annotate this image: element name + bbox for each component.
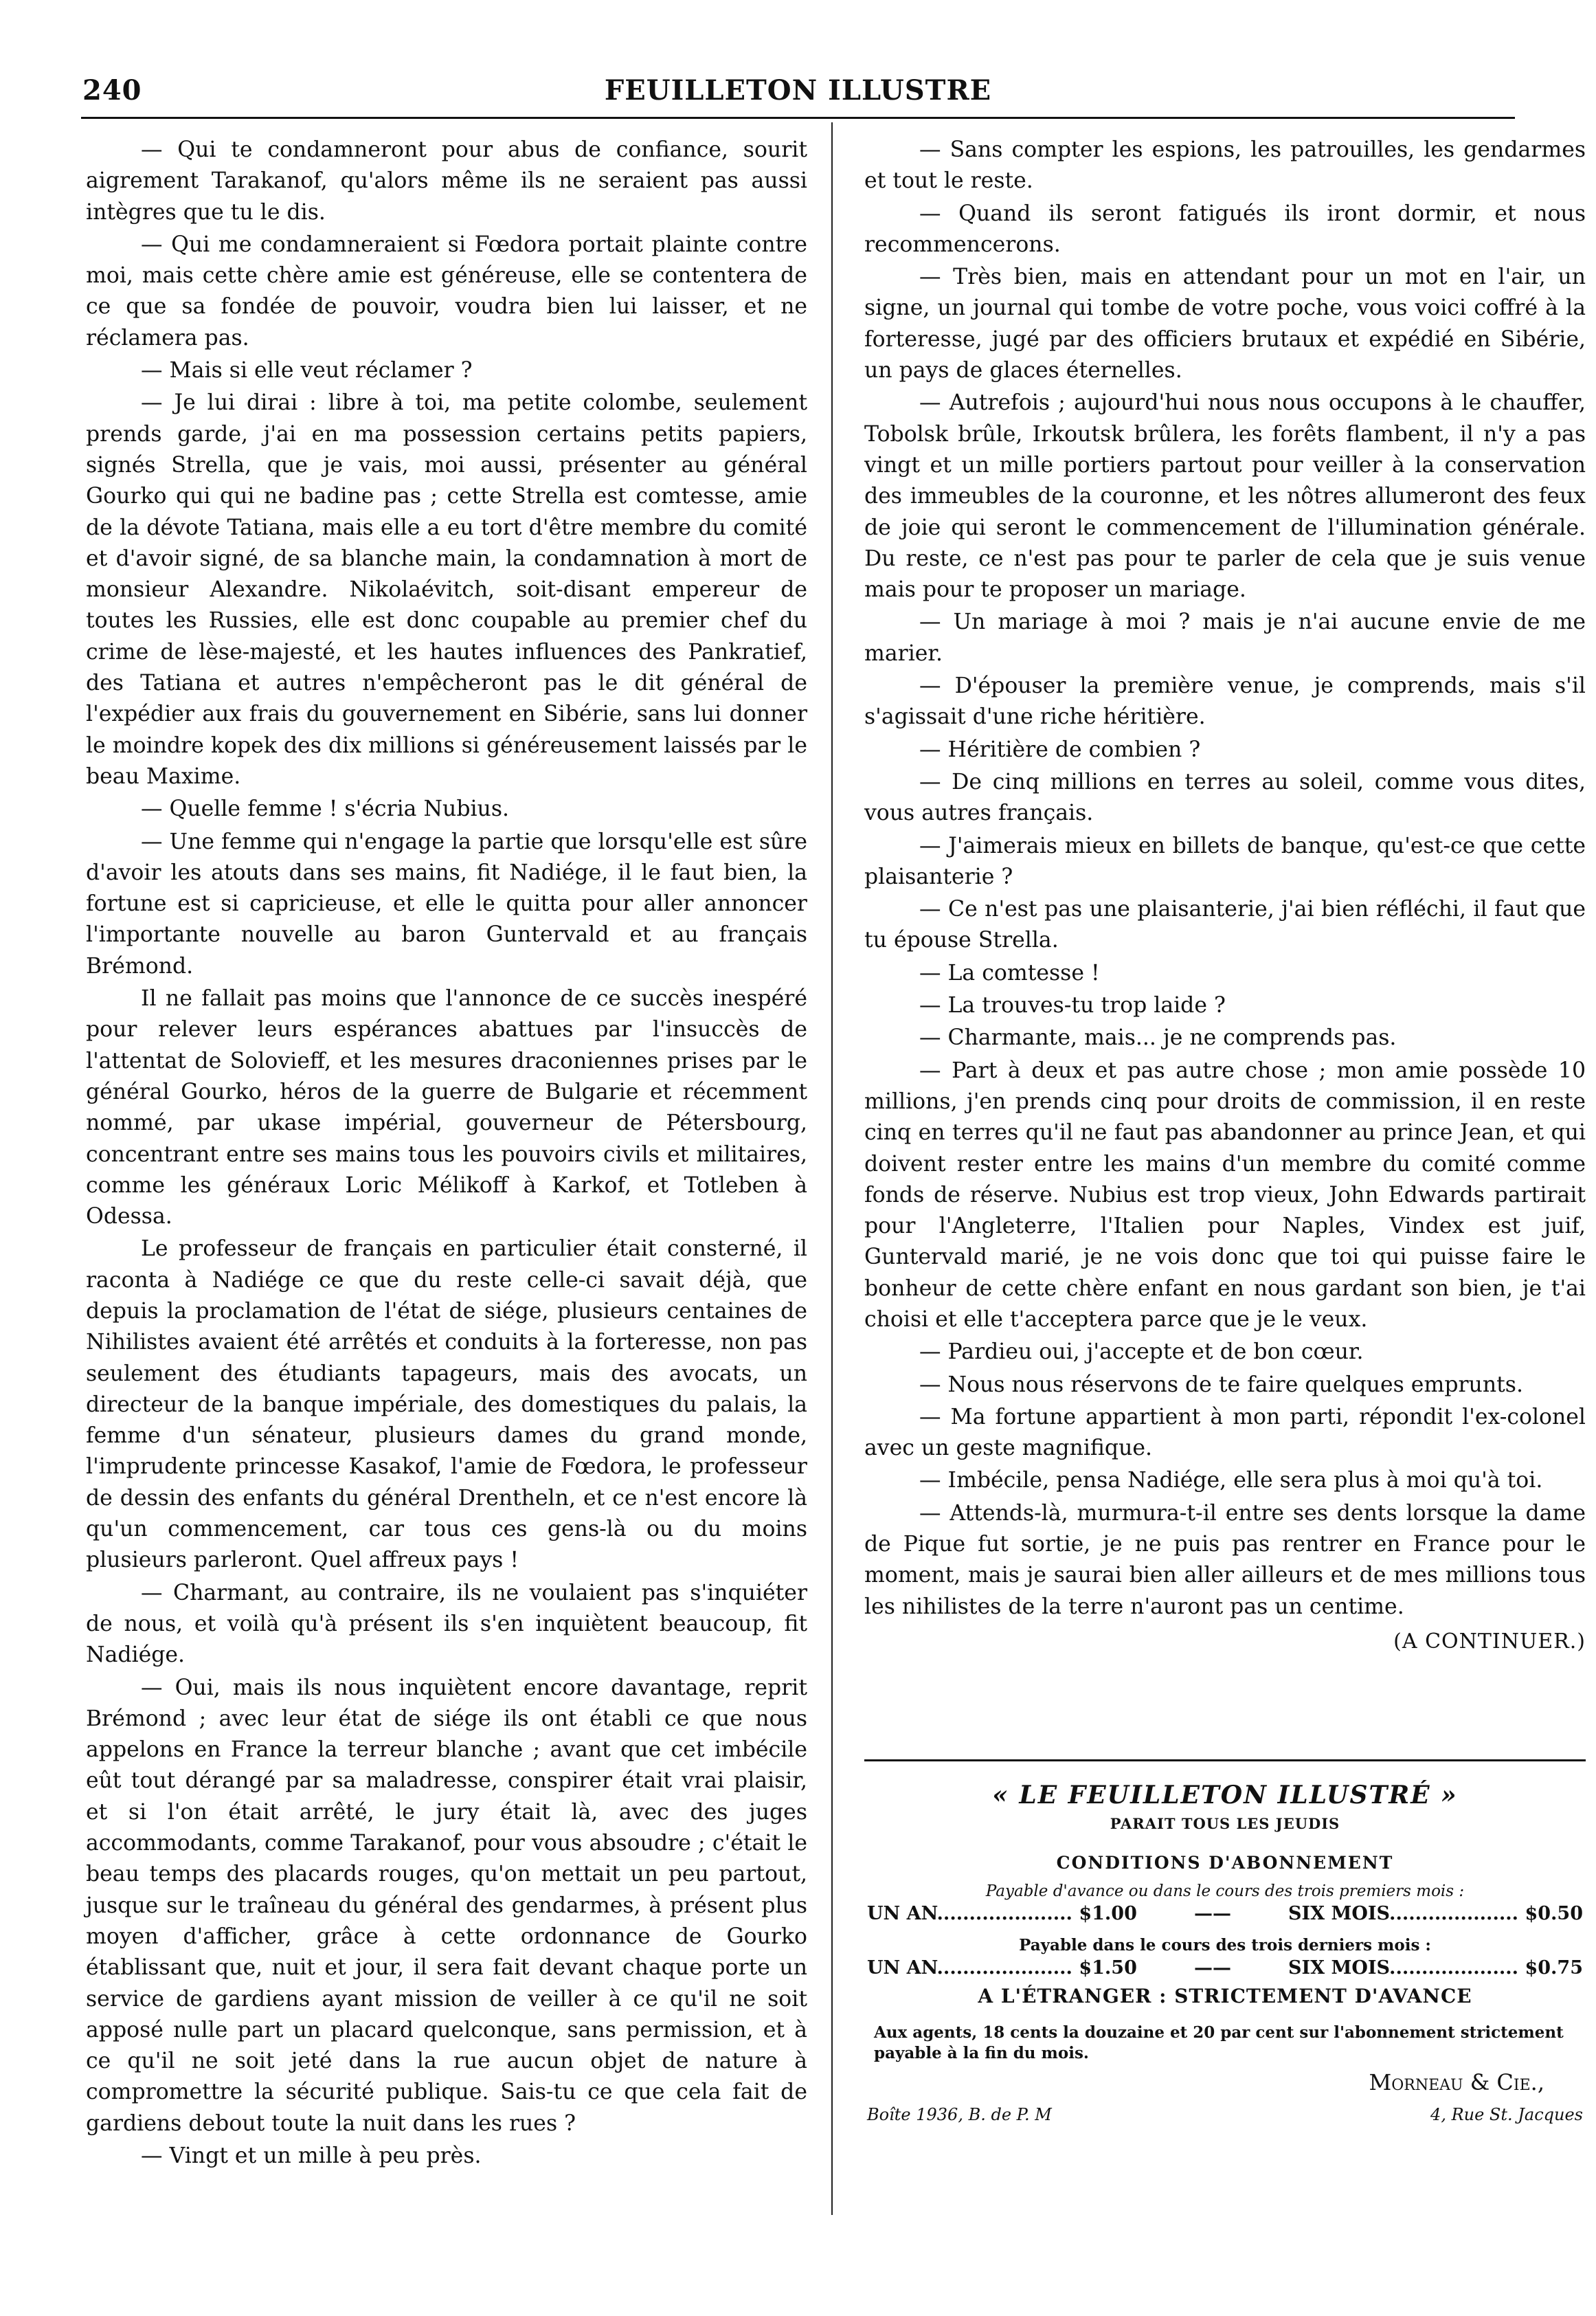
paragraph: — Attends-là, murmura-t-il entre ses dents lorsque la dame de Pique fut sortie, je ne puis pas rentrer en France pour le moment, mais je saurai bien aller ailleurs et de mes millions tous les nihilistes de la terre n'auront pas un centime.: [864, 1500, 1586, 1619]
running-title: FEUILLETON ILLUSTRE: [604, 74, 992, 107]
price-row-advance: [864, 1902, 1586, 1926]
box-title: « LE FEUILLETON ILLUSTRÉ »: [992, 1781, 1458, 1810]
paragraph: — D'épouser la première venue, je comprends, mais s'il s'agissait d'une riche héritière.: [864, 673, 1586, 730]
paragraph: Il ne fallait pas moins que l'annonce de ce succès inespéré pour relever leurs espérances abattues par l'insuccès de l'attentat de Solovieff, et les mesures draconiennes prises par le général Gourko, héros de la guerre de Bulgarie et récemment nommé, par ukase impérial, gouverneur de Pétersbourg, concentrant entre ses mains tous les pouvoirs civils et militaires, comme les généraux Loric Mélikoff à Karkof, et Totleben à Odessa.: [86, 986, 807, 1229]
advance-note: Payable d'avance ou dans le cours des trois premiers mois :: [985, 1882, 1465, 1900]
six-month-price: SIX MOIS.................... $0.50: [1288, 1903, 1583, 1924]
paragraph: — Ce n'est pas une plaisanterie, j'ai bien réfléchi, il faut que tu épouse Strella.: [864, 897, 1586, 953]
paragraph: Le professeur de français en particulier était consterné, il raconta à Nadiége ce que du reste celle-ci savait déjà, que depuis la proclamation de l'état de siége, plusieurs centaines de Nihilistes avaient été arrêtés et conduits à la forteresse, non pas seulement des étudiants tapageurs, mais des avocats, un directeur de la banque impériale, des domestiques du palais, la femme d'un sénateur, plusieurs dames du grand monde, l'imprudente princesse Kasakof, l'amie de Fœdora, le professeur de dessin des enfants du général Drentheln, et ce n'est encore là qu'un commencement, car tous ces gens-là ou du moins plusieurs parleront. Quel affreux pays !: [86, 1236, 807, 1573]
paragraph: — Charmant, au contraire, ils ne voulaient pas s'inquiéter de nous, et voilà qu'à présent ils s'en inquiètent beaucoup, fit Nadiége.: [86, 1580, 807, 1668]
year-price: UN AN..................... $1.50: [867, 1957, 1137, 1979]
price-row-late: [864, 1956, 1586, 1981]
box-footer: [864, 2105, 1586, 2124]
paragraph: — Quelle femme ! s'écria Nubius.: [141, 797, 510, 822]
late-note: Payable dans le cours des trois derniers mois :: [1019, 1936, 1431, 1955]
paragraph: — Nous nous réservons de te faire quelques emprunts.: [919, 1372, 1523, 1397]
paragraph: — Autrefois ; aujourd'hui nous nous occupons à le chauffer, Tobolsk brûle, Irkoutsk brûlera, les forêts flambent, il n'y a pas vingt et un mille portiers partout pour veiller à la conservation des immeubles de la couronne, et les nôtres allumeront des feux de joie qui seront le commencement de l'illumination générale. Du reste, ce n'est pas pour te parler de cela que je suis venue mais pour te proposer un mariage.: [864, 390, 1586, 603]
price-dash: ——: [1193, 1903, 1231, 1924]
abroad-note: A L'ÉTRANGER : STRICTEMENT D'AVANCE: [978, 1985, 1472, 2007]
paragraph: — Quand ils seront fatigués ils iront dormir, et nous recommencerons.: [864, 201, 1586, 257]
paragraph: — Qui te condamneront pour abus de confiance, sourit aigrement Tarakanof, qu'alors même ils ne seraient pas aussi intègres que tu le dis.: [86, 137, 807, 225]
price-dash: ——: [1193, 1957, 1231, 1979]
paragraph: — Imbécile, pensa Nadiége, elle sera plus à moi qu'à toi.: [919, 1468, 1543, 1493]
box-subtitle: PARAIT TOUS LES JEUDIS: [1110, 1815, 1340, 1832]
paragraph: — Je lui dirai : libre à toi, ma petite colombe, seulement prends garde, j'ai en ma possession certains petits papiers, signés Strella, que je vais, moi aussi, présenter au général Gourko qui qui ne badine pas ; cette Strella est comtesse, amie de la dévote Tatiana, mais elle a eu tort d'être membre du comité et d'avoir signé, de sa blanche main, la condamnation à mort de monsieur Alexandre. Nikolaévitch, soit-disant empereur de toutes les Russies, elle est donc coupable au premier chef du crime de lèse-majesté, et les hautes influences des Pankratief, des Tatiana et autres n'empêcheront pas le dit général de l'expédier aux frais du gouvernement en Sibérie, sans lui donner le moindre kopek des dix millions si généreusement laissés par le beau Maxime.: [86, 390, 807, 789]
paragraph: — Part à deux et pas autre chose ; mon amie possède 10 millions, j'en prends cinq pour droits de commission, il en reste cinq en terres qu'il ne faut pas abandonner au prince Jean, et qui doivent rester entre les mains d'un membre du comité comme fonds de réserve. Nubius est trop vieux, John Edwards partirait pour l'Angleterre, l'Italien pour Naples, Vindex est juif, Guntervald marié, je ne vois donc que toi qui puisse faire le bonheur de cette chère enfant en nous gardant son bien, je t'ai choisi et elle t'acceptera parce que je le veux.: [864, 1058, 1586, 1332]
paragraph: — Qui me condamneraient si Fœdora portait plainte contre moi, mais cette chère amie est généreuse, elle se contentera de ce que sa fondée de pouvoir, voudra bien lui laisser, et ne réclamera pas.: [86, 232, 807, 350]
continued-label: (A CONTINUER.): [1393, 1629, 1586, 1654]
left-column: [86, 135, 807, 2173]
paragraph: — Un mariage à moi ? mais je n'ai aucune envie de me marier.: [864, 610, 1586, 666]
paragraph: — Pardieu oui, j'accepte et de bon cœur.: [919, 1339, 1364, 1365]
agents-note: Aux agents, 18 cents la douzaine et 20 par cent sur l'abonnement strictement payable à la fin du mois.: [874, 2023, 1564, 2062]
paragraph: — Mais si elle veut réclamer ?: [141, 358, 473, 383]
paragraph: — Une femme qui n'engage la partie que lorsqu'elle est sûre d'avoir les atouts dans ses mains, fit Nadiége, il le faut bien, la fortune est si capricieuse, et elle le quitta pour aller annoncer l'importante nouvelle au baron Guntervald et au français Brémond.: [86, 829, 807, 979]
header-rule: [81, 117, 1515, 119]
paragraph: — Oui, mais ils nous inquiètent encore davantage, reprit Brémond ; avec leur état de siége ils ont établi ce que nous appelons en France la terreur blanche ; avant que cet imbécile eût tout dérangé par sa maladresse, conspirer était vrai plaisir, et si l'on était arrêté, le jury était là, avec des juges accommodants, comme Tarakanof, pour vous absoudre ; c'était le beau temps des placards rouges, qu'on mettait un peu partout, jusque sur le traîneau du général des gendarmes, à présent plus moyen d'afficher, grâce à cette ordonnance de Gourko établissant que, nuit et jour, il sera fait devant chaque porte un service de gardiens ayant mission de veiller à ce qu'il ne soit apposé nulle part un placard quelconque, sans permission, et à ce qu'il ne soit jeté dans la rue aucun objet de nature à compromettre la sécurité publique. Sais-tu ce que cela fait de gardiens debout toute la nuit dans les rues ?: [86, 1675, 807, 2136]
paragraph: — J'aimerais mieux en billets de banque, qu'est-ce que cette plaisanterie ?: [864, 833, 1586, 889]
paragraph: — Sans compter les espions, les patrouilles, les gendarmes et tout le reste.: [864, 137, 1586, 194]
paragraph: — Très bien, mais en attendant pour un mot en l'air, un signe, un journal qui tombe de votre poche, vous voici coffré à la forteresse, jugé par des officiers brutaux et expédié en Sibérie, un pays de glaces éternelles.: [864, 265, 1586, 383]
publisher-name: Morneau & Cie.,: [1369, 2069, 1544, 2095]
six-month-price: SIX MOIS.................... $0.75: [1288, 1957, 1583, 1979]
conditions-heading: CONDITIONS D'ABONNEMENT: [1056, 1853, 1394, 1873]
paragraph: — Charmante, mais... je ne comprends pas.: [919, 1025, 1397, 1051]
column-divider: [831, 122, 833, 2215]
paragraph: — Vingt et un mille à peu près.: [141, 2144, 482, 2168]
year-price: UN AN..................... $1.00: [867, 1903, 1137, 1924]
subscription-box: [864, 1759, 1586, 2124]
paragraph: — De cinq millions en terres au soleil, comme vous dites, vous autres français.: [864, 769, 1586, 826]
postal-box: Boîte 1936, B. de P. M: [867, 2105, 1052, 2124]
right-column: [864, 135, 1586, 1654]
paragraph: — La trouves-tu trop laide ?: [919, 993, 1226, 1018]
street-address: 4, Rue St. Jacques: [1430, 2105, 1583, 2124]
paragraph: — Héritière de combien ?: [919, 737, 1201, 762]
page-number: 240: [82, 74, 142, 107]
paragraph: — Ma fortune appartient à mon parti, répondit l'ex-colonel avec un geste magnifique.: [864, 1404, 1586, 1461]
paragraph: — La comtesse !: [919, 960, 1100, 986]
